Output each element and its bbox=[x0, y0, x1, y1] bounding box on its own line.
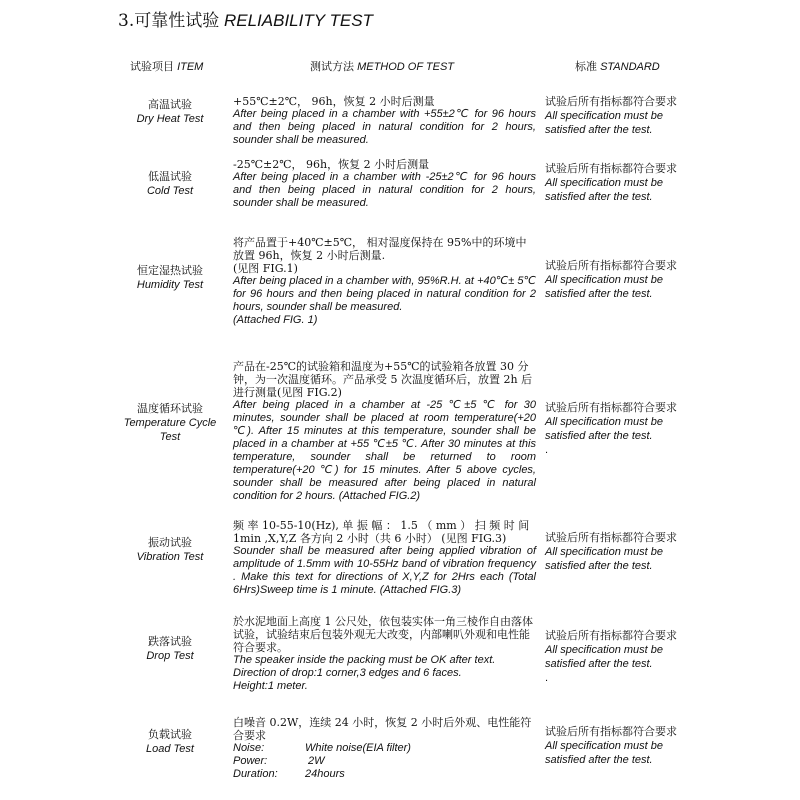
kv-duration: Duration: 24hours bbox=[233, 768, 345, 780]
item-label: 温度循环试验 Temperature Cycle Test bbox=[123, 402, 217, 443]
method-text: +55℃±2℃， 96h，恢复 2 小时后测量 After being placed in a chamber with +55±2℃ for 96 hours and then being placed in natural condition for 2 hours, sounder shall be measured. bbox=[233, 95, 536, 146]
title-cn: 3.可靠性试验 bbox=[118, 11, 220, 31]
title-en: RELIABILITY TEST bbox=[223, 11, 373, 30]
item-label: 跌落试验 Drop Test bbox=[146, 635, 194, 662]
standard-text: 试验后所有指标都符合要求 All specification must be satisfied after the test. bbox=[545, 725, 677, 766]
kv-noise: Noise: White noise(EIA filter) bbox=[233, 742, 411, 754]
header-item: 试验项目 ITEM bbox=[130, 60, 204, 73]
item-label: 低温试验 Cold Test bbox=[146, 170, 194, 197]
standard-text: 试验后所有指标都符合要求 All specification must be satisfied after the test. . bbox=[545, 629, 677, 684]
item-label: 高温试验 Dry Heat Test bbox=[136, 98, 204, 125]
standard-text: 试验后所有指标都符合要求 All specification must be satisfied after the test. bbox=[545, 259, 677, 300]
page-title bbox=[118, 6, 373, 31]
item-label: 振动试验 Vibration Test bbox=[136, 536, 204, 563]
standard-text: 试验后所有指标都符合要求 All specification must be satisfied after the test. bbox=[545, 95, 677, 136]
method-text: 频 率 10-55-10(Hz), 单 振 幅 ： 1.5 （ mm ） 扫 频 时 间 1min ,X,Y,Z 各方向 2 小时（共 6 小时） (见图 FIG.3) Sounder shall be measured after being applied vibration of amplitude of 1.5mm with 10-55Hz band of vibration frequency . Make this text for directions of X,Y,Z for 2Hrs each (Total 6Hrs)Sweep time is 1 minute. (Attached FIG.3) bbox=[233, 519, 536, 596]
standard-text: 试验后所有指标都符合要求 All specification must be satisfied after the test. . bbox=[545, 401, 677, 456]
item-label: 恒定湿热试验 Humidity Test bbox=[136, 264, 204, 291]
kv-power: Power: 2W bbox=[233, 755, 325, 767]
method-text: 白噪音 0.2W，连续 24 小时，恢复 2 小时后外观、电性能符合要求 Noise: White noise(EIA filter) Power: 2W Duration: 24hours bbox=[233, 716, 536, 781]
method-text: 将产品置于+40℃±5℃， 相对湿度保持在 95%中的环境中放置 96h，恢复 2 小时后测量. (见图 FIG.1) After being placed in a chamber with, 95%R.H. at +40℃± 5℃ for 96 hours and then being placed in natural condition for 2 hours, sounder shall be measured. (Attached FIG. 1) bbox=[233, 236, 536, 326]
method-text: 於水泥地面上高度 1 公尺处，依包装实体一角三棱作自由落体试验，试验结束后包装外观无大改变，内部喇叭外观和电性能符合要求。 The speaker inside the packing must be OK after text. Direction of drop:1 corner,3 edges and 6 faces. Height:1 meter. bbox=[233, 615, 533, 692]
method-text: -25℃±2℃， 96h，恢复 2 小时后测量 After being placed in a chamber with -25±2℃ for 96 hours and then being placed in natural condition for 2 hours, sounder shall be measured. bbox=[233, 158, 536, 209]
standard-text: 试验后所有指标都符合要求 All specification must be satisfied after the test. bbox=[545, 162, 677, 203]
header-method: 测试方法 METHOD OF TEST bbox=[310, 60, 455, 73]
method-text: 产品在-25℃的试验箱和温度为+55℃的试验箱各放置 30 分钟，为一次温度循环。产品承受 5 次温度循环后，放置 2h 后进行测量(见图 FIG.2) After being placed in a chamber at -25 ℃±5 ℃ for 30 minutes, sounder shall be placed at room temperature(+20 ℃). After 15 minutes at this temperature, sounder shall be placed in a chamber at +55 ℃±5 ℃. After 30 minutes at this temperature, sounder shall be returned to room temperature(+20 ℃) for 15 minutes. After 5 above cycles, sounder shall be measured after being placed in natural condition for 2 hours. (Attached FIG.2) bbox=[233, 360, 536, 502]
standard-text: 试验后所有指标都符合要求 All specification must be satisfied after the test. bbox=[545, 531, 677, 572]
header-standard: 标准 STANDARD bbox=[575, 60, 660, 73]
item-label: 负载试验 Load Test bbox=[146, 728, 194, 755]
